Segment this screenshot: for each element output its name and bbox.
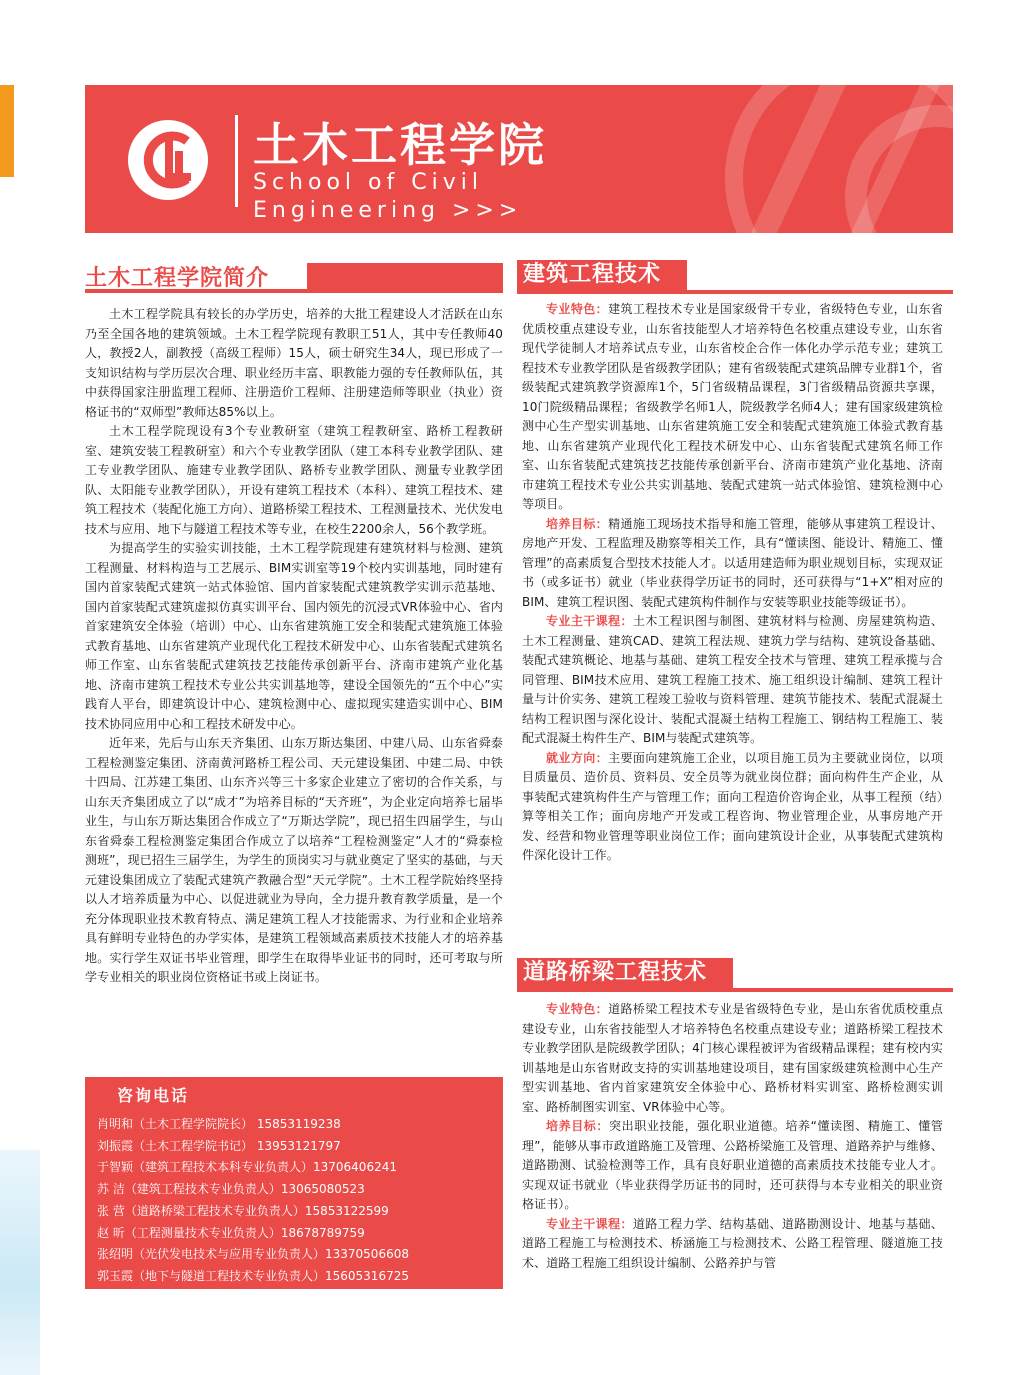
contact-entry: 张绍明（光伏发电技术与应用专业负责人）13370506608 bbox=[97, 1247, 409, 1262]
item-label: 专业特色： bbox=[546, 1002, 609, 1016]
item-label: 专业主干课程： bbox=[546, 614, 633, 628]
item-text: 主要面向建筑施工企业，以项目施工员为主要就业岗位，以项目质量员、造价员、资料员、安全员等为就业岗位群；面向构件生产企业，从事装配式建筑构件生产与管理工作；面向工程造价咨询企业，从事工程预（结）算等相关工作；面向房地产开发或工程咨询、物业管理企业，从事房地产开发、经营和物业管理等职业岗位工作；面向建筑设计企业，从事装配式建筑构件深化设计工作。 bbox=[522, 750, 943, 862]
contact-entry: 刘振霞（土木工程学院书记） 13953121797 bbox=[97, 1138, 341, 1153]
item-text: 土木工程识图与制图、建筑材料与检测、房屋建筑构造、土木工程测量、建筑CAD、建筑工程法规、建筑力学与结构、建筑设备基础、装配式建筑概论、地基与基础、建筑工程安全技术与管理、建筑工程承揽与合同管理、BIM技术应用、建筑工程施工技术、施工组织设计编制、建筑工程计量与计价实务、建筑工程竣工验收与资料管理、建筑节能技术、装配式混凝土结构工程识图与深化设计、装配式混凝土结构工程施工、钢结构工程施工、装配式混凝土构件生产、BIM与装配式建筑等。 bbox=[522, 614, 943, 745]
daolu-body bbox=[522, 1000, 943, 1273]
intro-paragraph: 土木工程学院具有较长的办学历史，培养的大批工程建设人才活跃在山东乃至全国各地的建筑领域。土木工程学院现有教职工51人，其中专任教师40人，教授2人，副教授（高级工程师）15人，硕士研究生34人，现已形成了一支知识结构与学历层次合理、职业经历丰富、职教能力强的专任教师队伍，其中获得国家注册监理工程师、注册造价工程师、注册建造师等职业（执业）资格证书的“双师型”教师达85%以上。 bbox=[85, 307, 503, 419]
jianzhu-section-header bbox=[517, 260, 953, 294]
contact-entry: 于智颖（建筑工程技术本科专业负责人）13706406241 bbox=[97, 1160, 397, 1175]
daolu-item bbox=[522, 1000, 943, 1117]
intro-paragraph: 为提高学生的实验实训技能，土木工程学院现建有建筑材料与检测、建筑工程测量、材料构造与工艺展示、BIM实训室等19个校内实训基地，同时建有国内首家装配式建筑一站式体验馆、国内首家装配式建筑教学实训示范基地、国内首家装配式建筑虚拟仿真实训平台、国内领先的沉浸式VR体验中心、省内首家建筑安全体验（培训）中心、山东省建筑施工安全和装配式建筑施工体验式教育基地、山东省建筑产业现代化工程技术研发中心、山东省装配式建筑名师工作室、山东省装配式建筑技艺技能传承创新平台、济南市建筑产业化基地、济南市建筑工程技术专业公共实训基地等，建设全国领先的“五个中心”实践育人平台，即建筑设计中心、建筑检测中心、虚拟现实建造实训中心、BIM技术协同应用中心和工程技术研发中心。 bbox=[85, 541, 503, 731]
jianzhu-item bbox=[522, 749, 943, 866]
daolu-heading: 道路桥梁工程技术 bbox=[517, 958, 733, 988]
intro-body bbox=[85, 305, 503, 988]
item-text: 建筑工程技术专业是国家级骨干专业，省级特色专业，山东省优质校重点建设专业，山东省技能型人才培养特色名校重点建设专业，山东省现代学徒制人才培养试点专业，山东省校企合作一体化办学示范专业；建筑工程技术专业教学团队是省级教学团队；建有省级装配式建筑品牌专业群1个，省级装配式建筑教学资源库1个，5门省级精品课程，3门省级精品资源共享课，10门院级精品课程；省级教学名师1人，院级教学名师4人；建有国家级建筑检测中心生产型实训基地、山东省建筑施工安全和装配式建筑施工体验式教育基地、山东省建筑产业现代化工程技术研发中心、山东省装配式建筑名师工作室、山东省装配式建筑技艺技能传承创新平台、济南市建筑产业化基地、济南市建筑工程技术专业公共实训基地、装配式建筑一站式体验馆、建筑检测中心等项目。 bbox=[522, 302, 943, 511]
item-label: 专业特色： bbox=[546, 302, 609, 316]
intro-section-header bbox=[85, 263, 503, 293]
jianzhu-item bbox=[522, 612, 943, 749]
jianzhu-item bbox=[522, 515, 943, 613]
item-text: 道路工程力学、结构基础、道路勘测设计、地基与基础、道路工程施工与检测技术、桥涵施工与检测技术、公路工程管理、隧道施工技术、道路工程施工组织设计编制、公路养护与管 bbox=[522, 1216, 943, 1270]
item-text: 突出职业技能，强化职业道德。培养“懂读图、精施工、懂管理”，能够从事市政道路施工及管理、公路桥梁施工及管理、道路养护与维修、道路勘测、试验检测等工作，具有良好职业道德的高素质技术技能专业人才。实现双证书就业（毕业获得学历证书的同时，还可获得与本专业相关的职业资格证书）。 bbox=[522, 1119, 943, 1211]
banner-divider bbox=[235, 115, 238, 207]
item-label: 培养目标： bbox=[546, 516, 609, 531]
header-accent-bar bbox=[307, 263, 503, 289]
daolu-item bbox=[522, 1215, 943, 1274]
item-label: 专业主干课程： bbox=[546, 1216, 633, 1231]
contact-entry: 苏 洁（建筑工程技术专业负责人）13065080523 bbox=[97, 1182, 365, 1197]
contact-box bbox=[85, 1077, 503, 1289]
page-subtitle: School of Civil Engineering >>> bbox=[253, 170, 523, 223]
intro-paragraph: 土木工程学院现设有3个专业教研室（建筑工程教研室、路桥工程教研室、建筑安装工程教研室）和六个专业教学团队（建工本科专业教学团队、建工专业教学团队、施建专业教学团队、路桥专业教学团队、测量专业教学团队、太阳能专业教学团队），开设有建筑工程技术（本科）、建筑工程技术、建筑工程技术（装配化施工方向）、道路桥梁工程技术、工程测量技术、光伏发电技术与应用、地下与隧道工程技术等专业，在校生2200余人，56个教学班。 bbox=[85, 424, 503, 536]
contact-list bbox=[97, 1114, 409, 1288]
school-logo-icon bbox=[125, 117, 211, 203]
side-decoration bbox=[0, 1150, 40, 1375]
side-tab bbox=[0, 85, 14, 177]
contact-entry: 张 营（道路桥梁工程技术专业负责人）15853122599 bbox=[97, 1203, 389, 1218]
jianzhu-body bbox=[522, 300, 943, 866]
contact-entry: 赵 昕（工程测量技术专业负责人）18678789759 bbox=[97, 1225, 365, 1240]
contact-entry: 肖明和（土木工程学院院长） 15853119238 bbox=[97, 1117, 341, 1131]
intro-paragraph: 近年来，先后与山东天齐集团、山东万斯达集团、中建八局、山东省舜泰工程检测鉴定集团、济南黄河路桥工程公司、天元建设集团、中建二局、中铁十四局、江苏建工集团、山东齐兴等三十多家企业建立了密切的合作关系，与山东天齐集团成立了以“成才”为培养目标的“天齐班”，为企业定向培养七届毕业生，与山东万斯达集团合作成立了“万斯达学院”，现已招生四届学生，与山东省舜泰工程检测鉴定集团合作成立了以培养“工程检测鉴定”人才的“舜泰检测班”，现已招生三届学生，为学生的顶岗实习与就业奠定了坚实的基础，与天元建设集团成立了装配式建筑产教融合型“天元学院”。土木工程学院始终坚持以人才培养质量为中心、以促进就业为导向，全力提升教育教学质量，是一个充分体现职业技术教育特点、满足建筑工程人才技能需求、为行业和企业培养具有鲜明专业特色的办学实体，是建筑工程领域高素质技术技能人才的培养基地。实行学生双证书毕业管理，即学生在取得毕业证书的同时，还可考取与所学专业相关的职业岗位资格证书或上岗证书。 bbox=[85, 736, 503, 984]
daolu-section-header bbox=[517, 958, 953, 992]
contact-title: 咨询电话 bbox=[117, 1086, 190, 1105]
jianzhu-item bbox=[522, 300, 943, 515]
jianzhu-heading: 建筑工程技术 bbox=[517, 260, 687, 290]
item-text: 道路桥梁工程技术专业是省级特色专业，是山东省优质校重点建设专业，山东省技能型人才培养特色名校重点建设专业；道路桥梁工程技术专业教学团队是院级教学团队；4门核心课程被评为省级精品课程；建有校内实训基地是山东省财政支持的实训基地建设项目，建有国家级建筑检测中心生产型实训基地、省内首家建筑安全体验中心、路桥材料实训室、路桥检测实训室、路桥制图实训室、VR体验中心等。 bbox=[522, 1002, 943, 1114]
header-banner bbox=[85, 85, 953, 233]
contact-entry: 郭玉霞（地下与隧道工程技术专业负责人）15605316725 bbox=[97, 1268, 409, 1283]
item-text: 精通施工现场技术指导和施工管理，能够从事建筑工程设计、房地产开发、工程监理及勘察等相关工作，具有“懂读图、能设计、精施工、懂管理”的高素质复合型技术技能人才。以适用建造师为职业规划目标，实现双证书（或多证书）就业（毕业获得学历证书的同时，还可获得与“1+X”相对应的BIM、建筑工程识图、装配式建筑构件制作与安装等职业技能等级证书）。 bbox=[522, 516, 943, 609]
intro-heading: 土木工程学院简介 bbox=[85, 266, 270, 291]
daolu-item bbox=[522, 1117, 943, 1215]
item-label: 培养目标： bbox=[546, 1119, 610, 1133]
page-title: 土木工程学院 bbox=[253, 118, 547, 172]
item-label: 就业方向： bbox=[546, 750, 609, 765]
